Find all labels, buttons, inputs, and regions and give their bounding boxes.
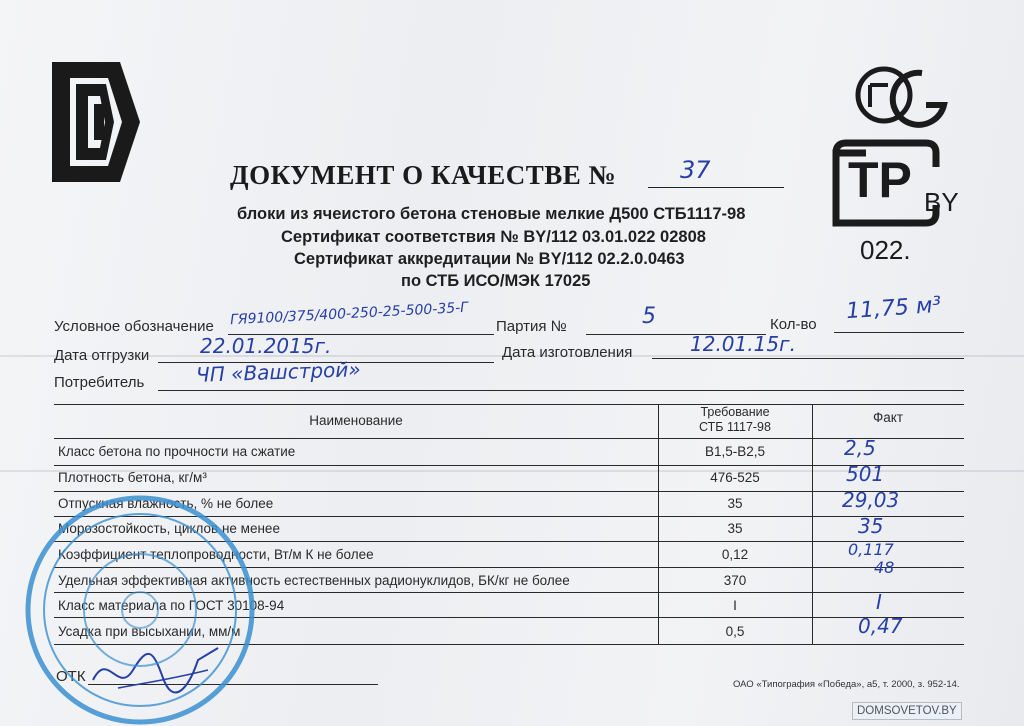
header-fact: Факт (872, 410, 903, 425)
header-name: Наименование (309, 413, 403, 428)
batch-label: Партия № (496, 318, 567, 335)
tr-suffix: BY (924, 187, 959, 217)
qty-value: 11,75 м³ (845, 292, 943, 325)
consumer-underline (158, 390, 964, 391)
table-row-req: I (733, 598, 737, 613)
table-border (54, 438, 964, 439)
table-row-fact: 501 (846, 462, 885, 486)
table-border (54, 465, 964, 466)
make-date-underline (652, 358, 964, 359)
table-row-fact: 0,117 (848, 540, 894, 559)
table-row-fact: 48 (874, 558, 895, 577)
table-row-name: Коэффициент теплопроводности, Вт/м К не более (58, 547, 374, 562)
header-requirement: Требование (700, 405, 770, 419)
table-row-fact: 35 (858, 514, 884, 538)
table-row-fact: 2,5 (844, 436, 876, 460)
table-row-name: Отпускная влажность, % не более (58, 496, 274, 511)
otk-label: ОТК (56, 668, 86, 685)
ship-date-label: Дата отгрузки (54, 347, 150, 364)
make-date-value: 12.01.15г. (690, 332, 796, 356)
manufacturer-logo (50, 60, 142, 184)
table-row-req: 0,12 (721, 547, 749, 562)
table-row-name: Класс бетона по прочности на сжатие (58, 444, 296, 459)
company-stamp (10, 470, 290, 726)
consumer-label: Потребитель (54, 374, 145, 391)
ship-date-value: 22.01.2015г. (200, 334, 332, 358)
table-row-fact: I (876, 590, 882, 614)
standard-line: по СТБ ИСО/МЭК 17025 (401, 272, 591, 290)
site-watermark: DOMSOVETOV.BY (852, 702, 962, 720)
table-row-name: Морозостойкость, циклов не менее (58, 521, 280, 536)
product-line: блоки из ячеистого бетона стеновые мелкие Д500 СТБ1117-98 (237, 205, 746, 223)
qty-label: Кол-во (770, 316, 817, 333)
tr-number: 022. (860, 235, 911, 265)
consumer-value: ЧП «Вашстрой» (195, 357, 362, 387)
designation-value: ГЯ9100/375/400-250-25-500-35-Г (229, 299, 469, 329)
table-row-fact: 29,03 (842, 488, 900, 512)
table-row-req: 35 (727, 496, 743, 511)
tr-letters: TP (848, 152, 912, 208)
table-row-req: 35 (727, 521, 743, 536)
table-row-name: Удельная эффективная активность естественных радионуклидов, БК/кг не более (58, 573, 570, 588)
table-row-name: Класс материала по ГОСТ 30108-94 (58, 598, 285, 613)
tr-certification-mark (826, 55, 976, 275)
make-date-label: Дата изготовления (502, 344, 633, 361)
table-row-name: Плотность бетона, кг/м³ (58, 470, 207, 485)
table-border (812, 404, 813, 644)
header-requirement-std: СТБ 1117-98 (699, 420, 771, 434)
accreditation-line: Сертификат аккредитации № BY/112 02.2.0.0463 (294, 250, 685, 268)
table-row-req: 0,5 (725, 624, 745, 639)
certificate-line: Сертификат соответствия № BY/112 03.01.022 02808 (281, 228, 706, 246)
doc-number-line (648, 187, 784, 188)
document-title: ДОКУМЕНТ О КАЧЕСТВЕ № (230, 160, 617, 190)
table-row-fact: 0,47 (858, 614, 903, 638)
qty-underline (834, 332, 964, 333)
table-row-req: B1,5-B2,5 (704, 444, 766, 459)
document-number: 37 (680, 156, 711, 184)
table-row-req: 476-525 (710, 470, 760, 485)
table-row-req: 370 (723, 573, 747, 588)
printer-note: ОАО «Типография «Победа», а5, т. 2000, з. 952-14. (733, 679, 960, 690)
table-border (54, 404, 964, 405)
batch-value: 5 (642, 304, 656, 329)
table-row-name: Усадка при высыхании, мм/м (58, 624, 241, 639)
designation-label: Условное обозначение (54, 318, 214, 335)
